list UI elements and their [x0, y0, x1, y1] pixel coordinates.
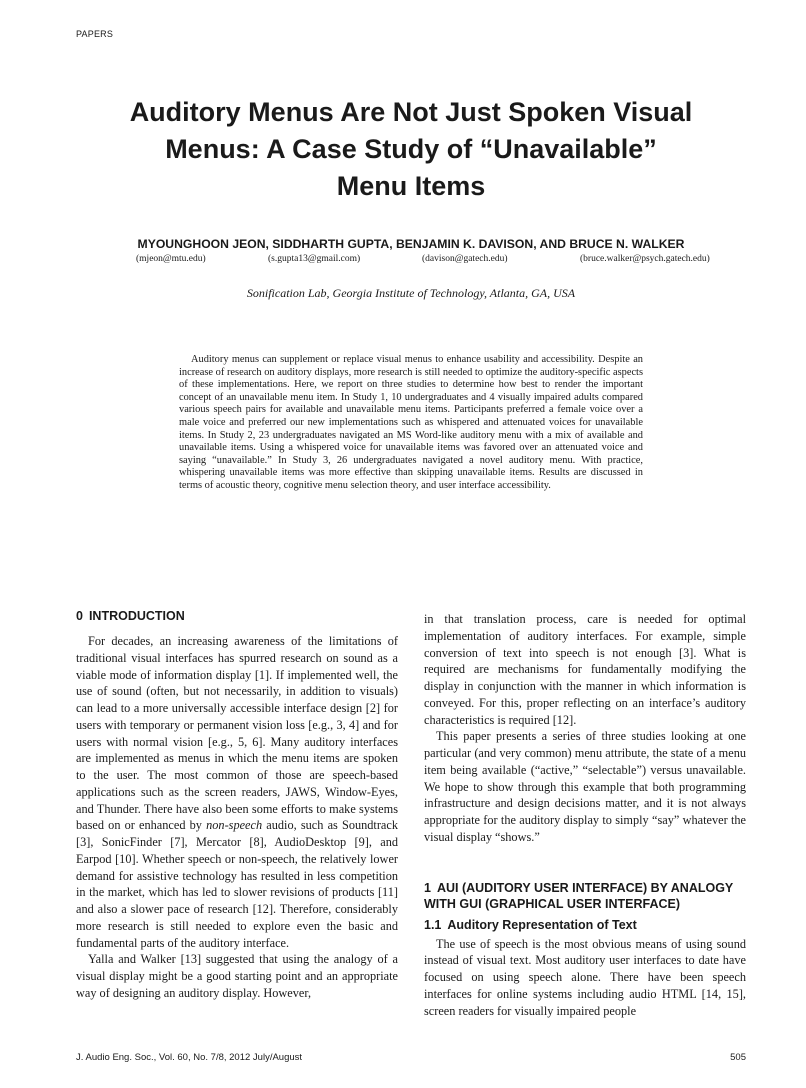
- right-column: [424, 611, 746, 1019]
- paragraph: Yalla and Walker [13] suggested that using the analogy of a visual display might be a good starting point and an appropriate way of designing an auditory display. However,: [76, 952, 398, 1000]
- section-heading-introduction: [76, 608, 398, 624]
- section-label: PAPERS: [76, 29, 114, 39]
- author-list: MYOUNGHOON JEON, SIDDHARTH GUPTA, BENJAMIN K. DAVISON, AND BRUCE N. WALKER: [137, 237, 685, 251]
- author-email-3: (davison@gatech.edu): [422, 254, 508, 264]
- title-line-2: Menus: A Case Study of “Unavailable”: [165, 134, 657, 164]
- author-email-2: (s.gupta13@gmail.com): [268, 254, 361, 264]
- paragraph: The use of speech is the most obvious means of using sound instead of visual text. Most auditory user interfaces to date have focused on using speech alone. There have been speech interfaces for online systems including audio HTML [14, 15], screen readers for visually impaired people: [424, 936, 746, 1018]
- section-heading-aui: [424, 880, 746, 912]
- section-title: AUI (AUDITORY USER INTERFACE) BY ANALOGY WITH GUI (GRAPHICAL USER INTERFACE): [424, 880, 734, 911]
- emphasis-text: non-speech: [206, 818, 263, 833]
- section-number: 1: [424, 880, 431, 895]
- section-number: 0: [76, 609, 83, 623]
- subsection-title: Auditory Representation of Text: [447, 917, 637, 932]
- paragraph-text: audio, such as Soundtrack [3], SonicFinder [7], Mercator [8], AudioDesktop [9], and Earpod [10]. Whether speech or non-speech, the relatively lower demand for assistive technology has resulted in less competition in the market, which has led to slower revisions of products [11] and also a slower pace of research [12]. Therefore, considerably more research is still needed to explore even the basic and fundamental parts of the auditory interface.: [76, 818, 398, 950]
- paper-title: [80, 94, 742, 205]
- paragraph: This paper presents a series of three studies looking at one particular (and very common) menu attribute, the state of a menu item being available (“active,” “selectable”) versus unavailable. We hope to show through this example that both programming infrastructure and design decisions matter, and it is not always appropriate for the auditory display to simply “say” whatever the visual display “shows.”: [424, 729, 746, 844]
- title-line-3: Menu Items: [336, 171, 486, 201]
- abstract: Auditory menus can supplement or replace visual menus to enhance usability and accessibility. Despite an increase of research on auditory displays, more research is still needed to optimize the auditory-specific aspects of these implementations. Here, we report on three studies to determine how best to render the important concept of an unavailable menu item. In Study 1, 10 undergraduates and 4 visually impaired adults compared various speech pairs for available and unavailable menu items. Participants preferred a female voice over a male voice and preferred our new implementations such as whispered and attenuated voices for unavailable items. In Study 2, 23 undergraduates navigated an MS Word-like auditory menu with a mix of available and unavailable items. Using a whispered voice for unavailable items was favored over an attenuated voice and saying “unavailable.” In Study 3, 26 undergraduates navigated a novel auditory menu. With practice, whispering unavailable items was more effective than skipping unavailable items. Results are discussed in terms of acoustic theory, cognitive menu selection theory, and user interface accessibility.: [179, 354, 643, 491]
- paragraph: [76, 633, 398, 951]
- author-email-4: (bruce.walker@psych.gatech.edu): [580, 254, 710, 264]
- subsection-heading: [424, 917, 746, 933]
- paragraph-text: For decades, an increasing awareness of the limitations of traditional visual interfaces has spurred research on sound as a viable mode of information display [1]. If implemented well, the use of sound (often, but not necessarily, in addition to visuals) can lead to a more universally accessible interface design [2] for users with temporary or permanent vision loss [e.g., 3, 4] and for users with normal vision [e.g., 5, 6]. Many auditory interfaces are implemented as menus in which the menu items are spoken to the user. The most common of those are speech-based applications such as the screen readers, JAWS, Window-Eyes, and Thunder. There have also been some efforts to make systems based on or enhanced by: [76, 634, 398, 833]
- page-number: 505: [730, 1052, 746, 1063]
- author-email-1: (mjeon@mtu.edu): [136, 254, 206, 264]
- subsection-number: 1.1: [424, 917, 442, 932]
- title-line-1: Auditory Menus Are Not Just Spoken Visual: [129, 97, 693, 127]
- left-column: [76, 608, 398, 1002]
- paragraph-continued: in that translation process, care is needed for optimal implementation of auditory interfaces. For example, simple conversion of text into speech is not enough [3]. What is required are mechanisms for fundamentally modifying the display in conjunction with the manner in which information is conveyed. For this, proper reflecting on an interface’s auditory characteristics is required [12].: [424, 612, 746, 727]
- section-title: INTRODUCTION: [88, 609, 185, 623]
- journal-citation: J. Audio Eng. Soc., Vol. 60, No. 7/8, 2012 July/August: [76, 1052, 303, 1063]
- affiliation: Sonification Lab, Georgia Institute of Technology, Atlanta, GA, USA: [246, 286, 576, 300]
